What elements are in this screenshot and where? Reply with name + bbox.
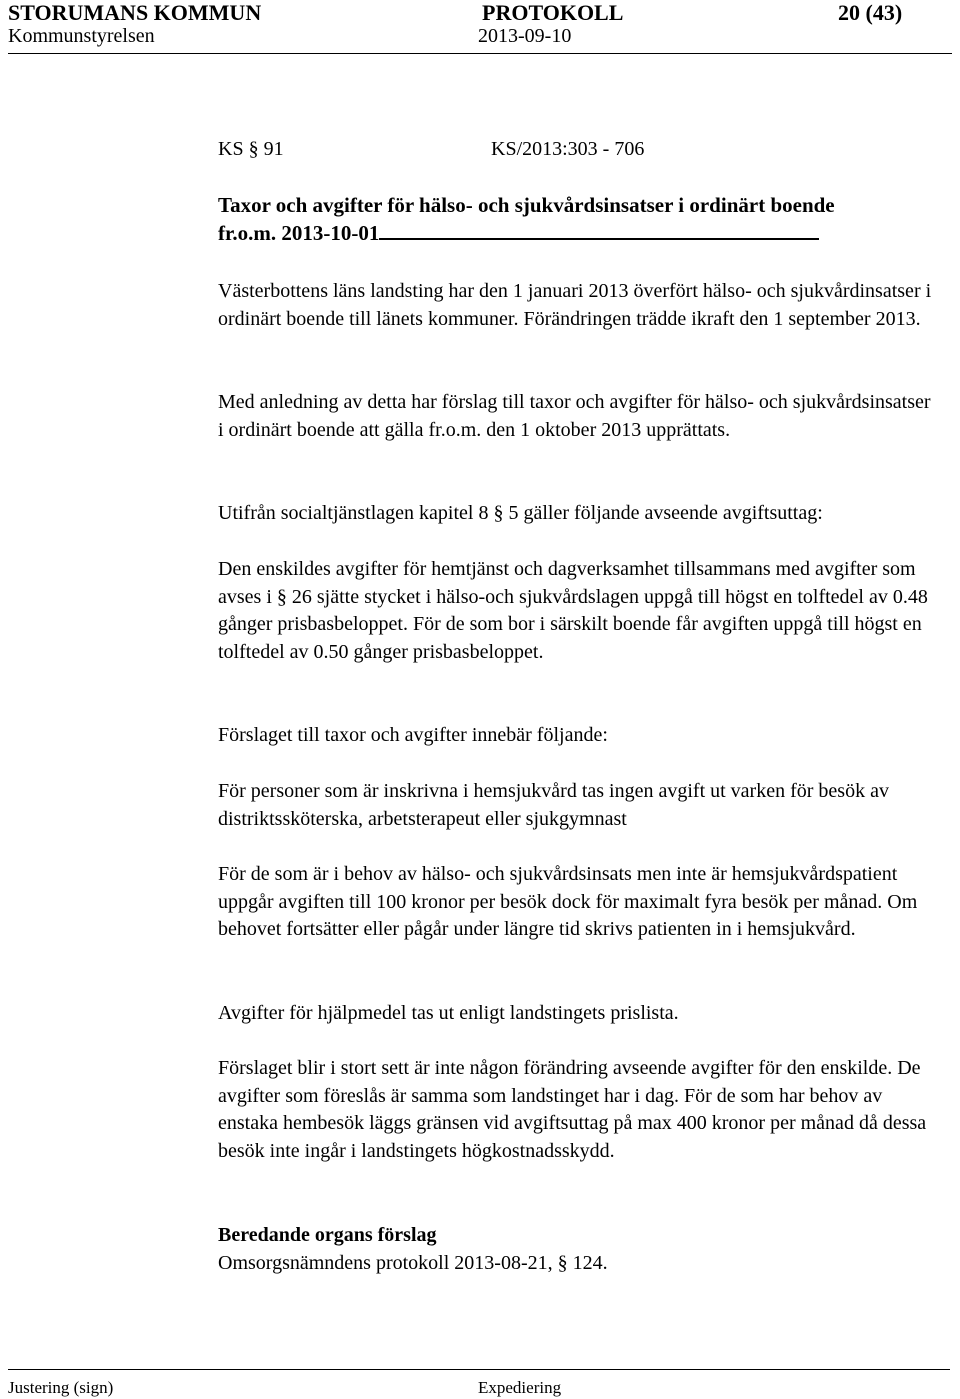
document-footer — [8, 1378, 562, 1398]
document-subheader — [8, 25, 952, 54]
document-header — [8, 0, 952, 26]
case-title-line-1: Taxor och avgifter för hälso- och sjukvårdsinsatser i ordinärt boende — [218, 193, 835, 217]
paragraph-9 — [218, 1055, 938, 1166]
preparatory-heading: Beredande organs förslag — [218, 1224, 437, 1246]
paragraph-8 — [218, 1000, 938, 1028]
body-paragraph: Med anledning av detta har förslag till taxor och avgifter för hälso- och sjukvårdsinsatser i ordinärt boende att gälla fr.o.m. den 1 oktober 2013 upprättats. — [218, 391, 931, 441]
paragraph-4 — [218, 556, 938, 667]
preparatory-section — [218, 1222, 938, 1277]
body-paragraph: Västerbottens läns landsting har den 1 januari 2013 överfört hälso- och sjukvårdinsatser i ordinärt boende till länets kommuner. Förändringen trädde ikraft den 1 september 2013. — [218, 280, 932, 330]
meeting-date: 2013-09-10 — [478, 25, 572, 47]
paragraph-2 — [218, 389, 938, 444]
paragraph-6 — [218, 778, 938, 833]
organization-name: STORUMANS KOMMUN — [8, 0, 262, 25]
body-paragraph: Den enskildes avgifter för hemtjänst och dagverksamhet tillsammans med avgifter som avses i § 26 sjätte stycket i hälso-och sjukvårdslagen uppgå till högst en tolftedel av 0.48 gånger prisbasbeloppet. För de som bor i särskilt boende får avgiften uppgå till högst en tolftedel av 0.50 gånger prisbasbeloppet. — [218, 558, 928, 664]
page-number: 20 (43) — [838, 0, 903, 25]
body-paragraph: Förslaget blir i stort sett är inte någon förändring avseende avgifter för den enskilde. De avgifter som föreslås är samma som landstinget har i dag. För de som har behov av enstaka hembesök läggs gränsen vid avgiftsuttag på max 400 kronor per månad då dessa besök inte ingår i landstingets högkostnadsskydd. — [218, 1057, 927, 1163]
paragraph-5 — [218, 722, 938, 750]
body-paragraph: Utifrån socialtjänstlagen kapitel 8 § 5 gäller följande avseende avgiftsuttag: — [218, 502, 823, 524]
title-underline — [379, 222, 819, 240]
document-type: PROTOKOLL — [482, 0, 624, 25]
case-title-line-2: fr.o.m. 2013-10-01 — [218, 221, 380, 245]
case-title — [218, 191, 938, 247]
paragraph-1 — [218, 278, 938, 333]
case-title-line-2-wrap — [218, 219, 938, 247]
dispatch-label: Expediering — [478, 1378, 562, 1397]
case-paragraph: KS § 91 — [218, 138, 284, 160]
committee-name: Kommunstyrelsen — [8, 25, 155, 47]
body-paragraph: För de som är i behov av hälso- och sjukvårdsinsats men inte är hemsjukvårdspatient uppgår avgiften till 100 kronor per besök dock för maximalt fyra besök per månad. Om behovet fortsätter eller pågår under längre tid skrivs patienten in i hemsjukvård. — [218, 863, 918, 941]
case-reference: KS/2013:303 - 706 — [491, 138, 645, 160]
paragraph-7 — [218, 861, 938, 944]
body-paragraph: Förslaget till taxor och avgifter innebär följande: — [218, 724, 608, 746]
footer-rule — [8, 1369, 950, 1370]
preparatory-text: Omsorgsnämndens protokoll 2013-08-21, § 124. — [218, 1251, 608, 1274]
paragraph-3 — [218, 500, 938, 528]
signature-label: Justering (sign) — [8, 1378, 114, 1397]
case-line — [218, 138, 645, 161]
body-paragraph: Avgifter för hjälpmedel tas ut enligt landstingets prislista. — [218, 1002, 679, 1024]
body-paragraph: För personer som är inskrivna i hemsjukvård tas ingen avgift ut varken för besök av distriktssköterska, arbetsterapeut eller sjukgymnast — [218, 780, 889, 830]
